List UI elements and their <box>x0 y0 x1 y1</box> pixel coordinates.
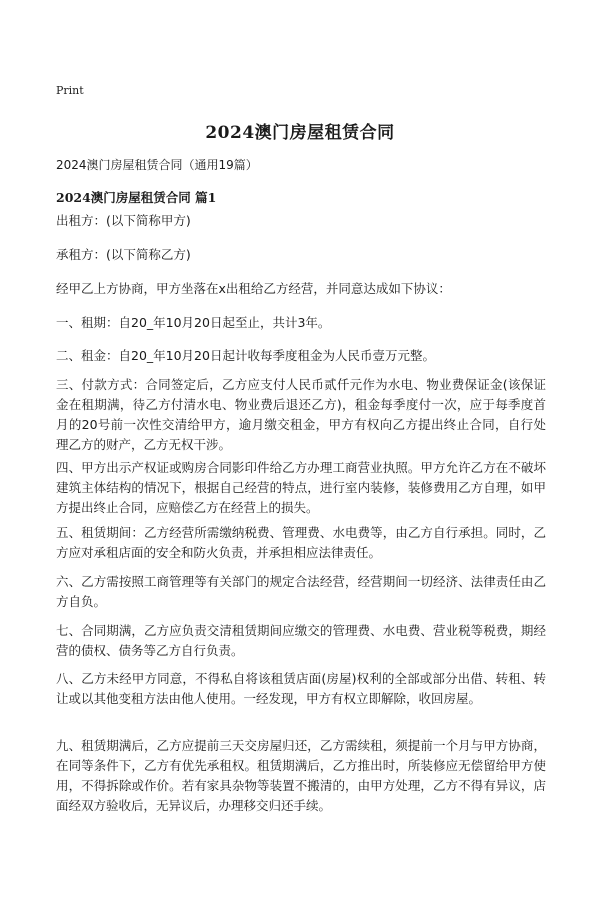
paragraph-agreement-intro: 经甲乙上方协商，甲方坐落在x出租给乙方经营，并同意达成如下协议： <box>56 281 451 296</box>
print-label: Print <box>56 84 84 97</box>
paragraph-clause-3: 三、付款方式：合同签定后，乙方应支付人民币贰仟元作为水电、物业费保证金(该保证金在租期满，待乙方付清水电、物业费后退还乙方)，租金每季度付一次，应于每季度首月的20号前一次性交清给甲方，逾月缴交租金，甲方有权向乙方提出终止合同，自行处理乙方的财产，乙方无权干涉。 <box>56 377 546 452</box>
paragraph-clause-4: 四、甲方出示产权证或购房合同影印件给乙方办理工商营业执照。甲方允许乙方在不破坏建筑主体结构的情况下，根据自己经营的特点，进行室内装修，装修费用乙方自理，如甲方提出终止合同，应赔偿乙方在经营上的损失。 <box>56 460 546 515</box>
document-title: 2024澳门房屋租赁合同 <box>205 123 395 143</box>
document-subtitle: 2024澳门房屋租赁合同（通用19篇） <box>56 158 258 172</box>
paragraph-clause-1: 一、租期：自20_年10月20日起至止，共计3年。 <box>56 315 331 330</box>
paragraph-clause-5: 五、租赁期间：乙方经营所需缴纳税费、管理费、水电费等，由乙方自行承担。同时，乙方应对承租店面的安全和防火负责，并承担相应法律责任。 <box>56 525 546 560</box>
paragraph-clause-8: 八、乙方未经甲方同意，不得私自将该租赁店面(房屋)权利的全部或部分出借、转租、转让或以其他变租方法由他人使用。一经发现，甲方有权立即解除，收回房屋。 <box>56 671 546 706</box>
paragraph-lessor: 出租方：(以下简称甲方) <box>56 213 191 228</box>
paragraph-clause-7: 七、合同期满，乙方应负责交清租赁期间应缴交的管理费、水电费、营业税等税费，期经营的债权、债务等乙方自行负责。 <box>56 623 546 658</box>
paragraph-clause-2: 二、租金：自20_年10月20日起计收每季度租金为人民币壹万元整。 <box>56 348 435 363</box>
section-heading: 2024澳门房屋租赁合同 篇1 <box>56 190 217 205</box>
paragraph-clause-9: 九、租赁期满后，乙方应提前三天交房屋归还，乙方需续租，须提前一个月与甲方协商，在同等条件下，乙方有优先承租权。租赁期满后，乙方推出时，所装修应无偿留给甲方使用，不得拆除或作价。若有家具杂物等装置不搬清的，由甲方处理，乙方不得有异议，店面经双方验收后，无异议后，办理移交归还手续。 <box>56 738 546 813</box>
paragraph-lessee: 承租方：(以下简称乙方) <box>56 247 191 262</box>
paragraph-clause-6: 六、乙方需按照工商管理等有关部门的规定合法经营，经营期间一切经济、法律责任由乙方自负。 <box>56 574 546 609</box>
